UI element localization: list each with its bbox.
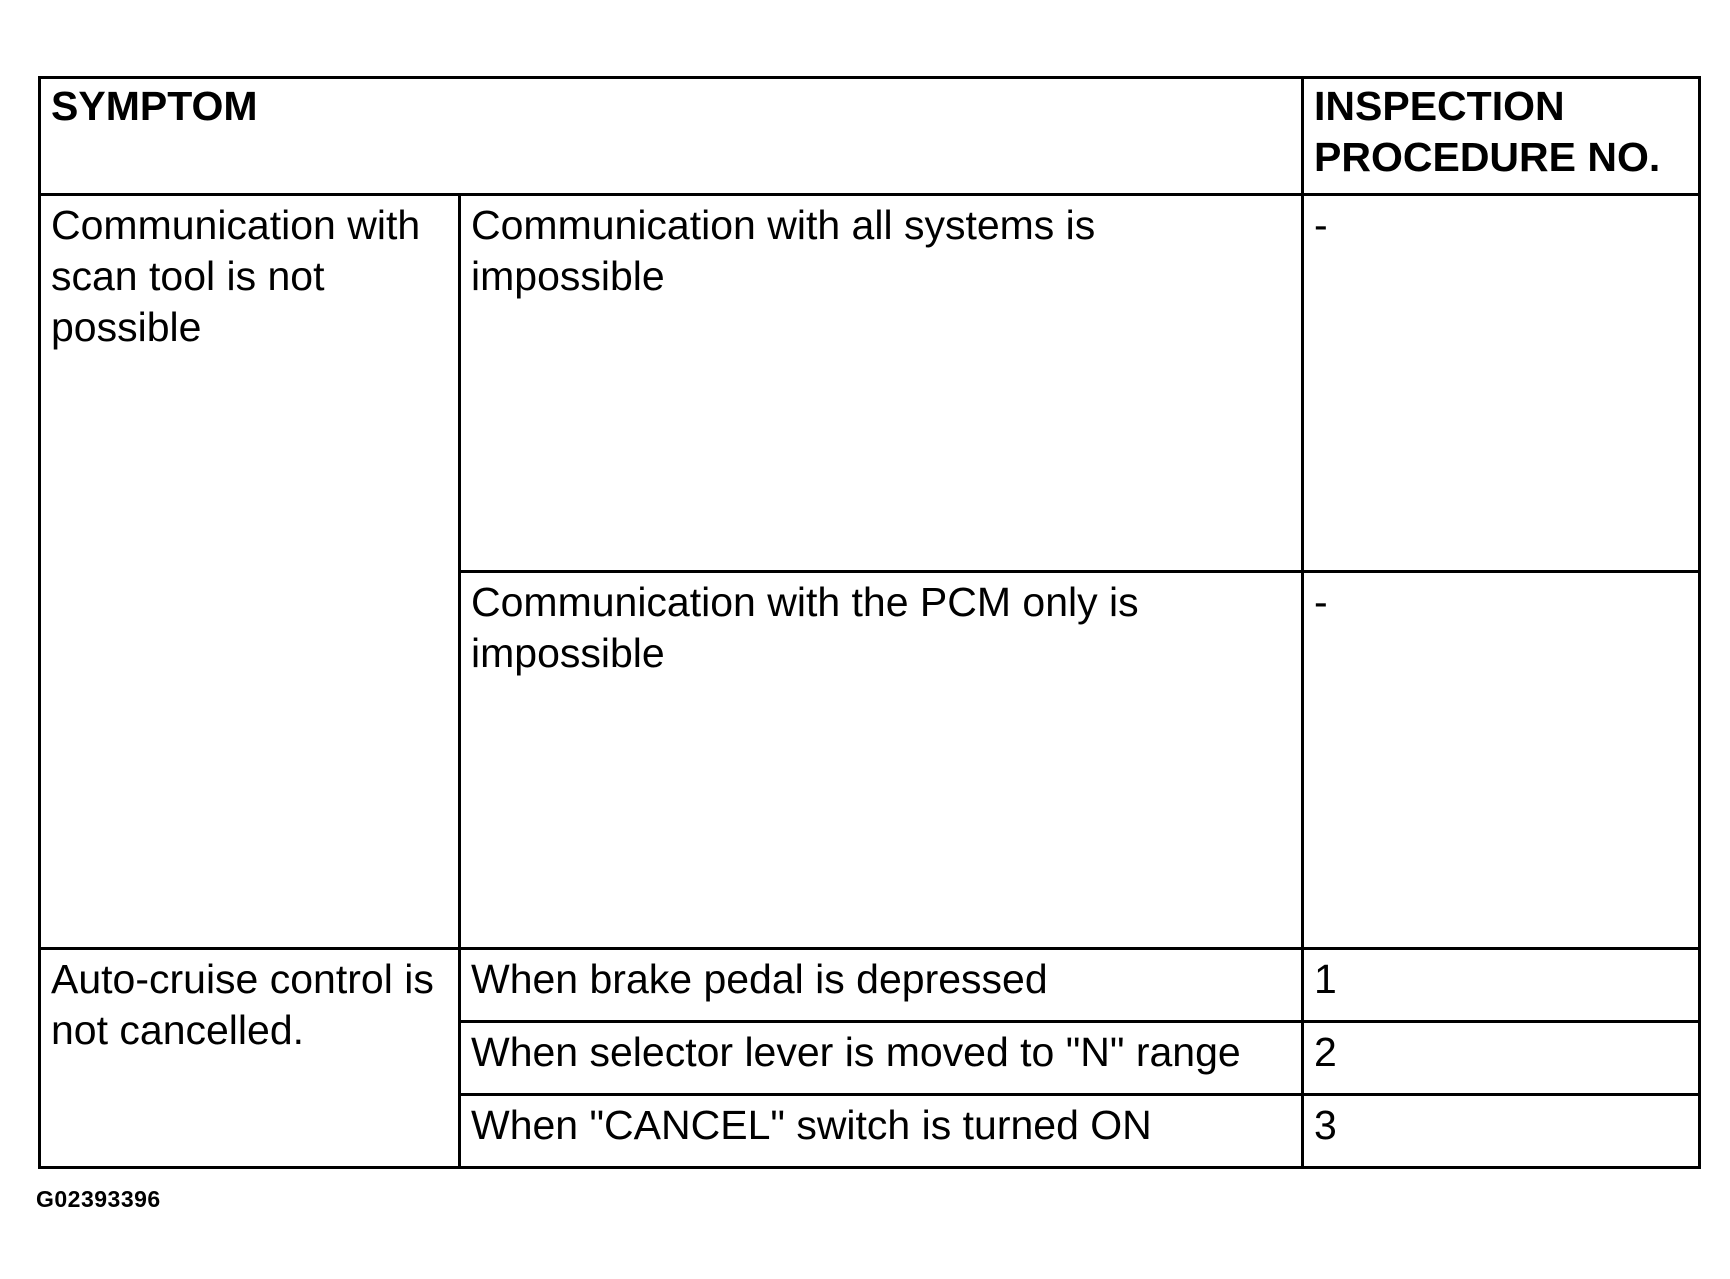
header-row: [40, 78, 1700, 195]
condition-cell: Communication with all systems is impossible: [460, 195, 1303, 572]
procedure-cell: 3: [1303, 1095, 1700, 1168]
symptom-header: SYMPTOM: [40, 78, 1303, 195]
procedure-cell: -: [1303, 195, 1700, 572]
symptom-table: [38, 76, 1701, 1169]
procedure-cell: 1: [1303, 949, 1700, 1022]
condition-cell: When "CANCEL" switch is turned ON: [460, 1095, 1303, 1168]
table-row: [40, 949, 1700, 1022]
figure-id: G02393396: [36, 1186, 161, 1212]
inspection-procedure-header: [1303, 78, 1700, 195]
inspection-header-line2: PROCEDURE NO.: [1314, 134, 1661, 180]
table-row: [40, 195, 1700, 572]
symptom-cell: Auto-cruise control is not cancelled.: [40, 949, 460, 1168]
condition-cell: When selector lever is moved to "N" range: [460, 1022, 1303, 1095]
procedure-cell: -: [1303, 572, 1700, 949]
procedure-cell: 2: [1303, 1022, 1700, 1095]
condition-cell: When brake pedal is depressed: [460, 949, 1303, 1022]
symptom-cell: Communication with scan tool is not possible: [40, 195, 460, 949]
inspection-header-line1: INSPECTION: [1314, 83, 1565, 129]
condition-cell: Communication with the PCM only is impossible: [460, 572, 1303, 949]
